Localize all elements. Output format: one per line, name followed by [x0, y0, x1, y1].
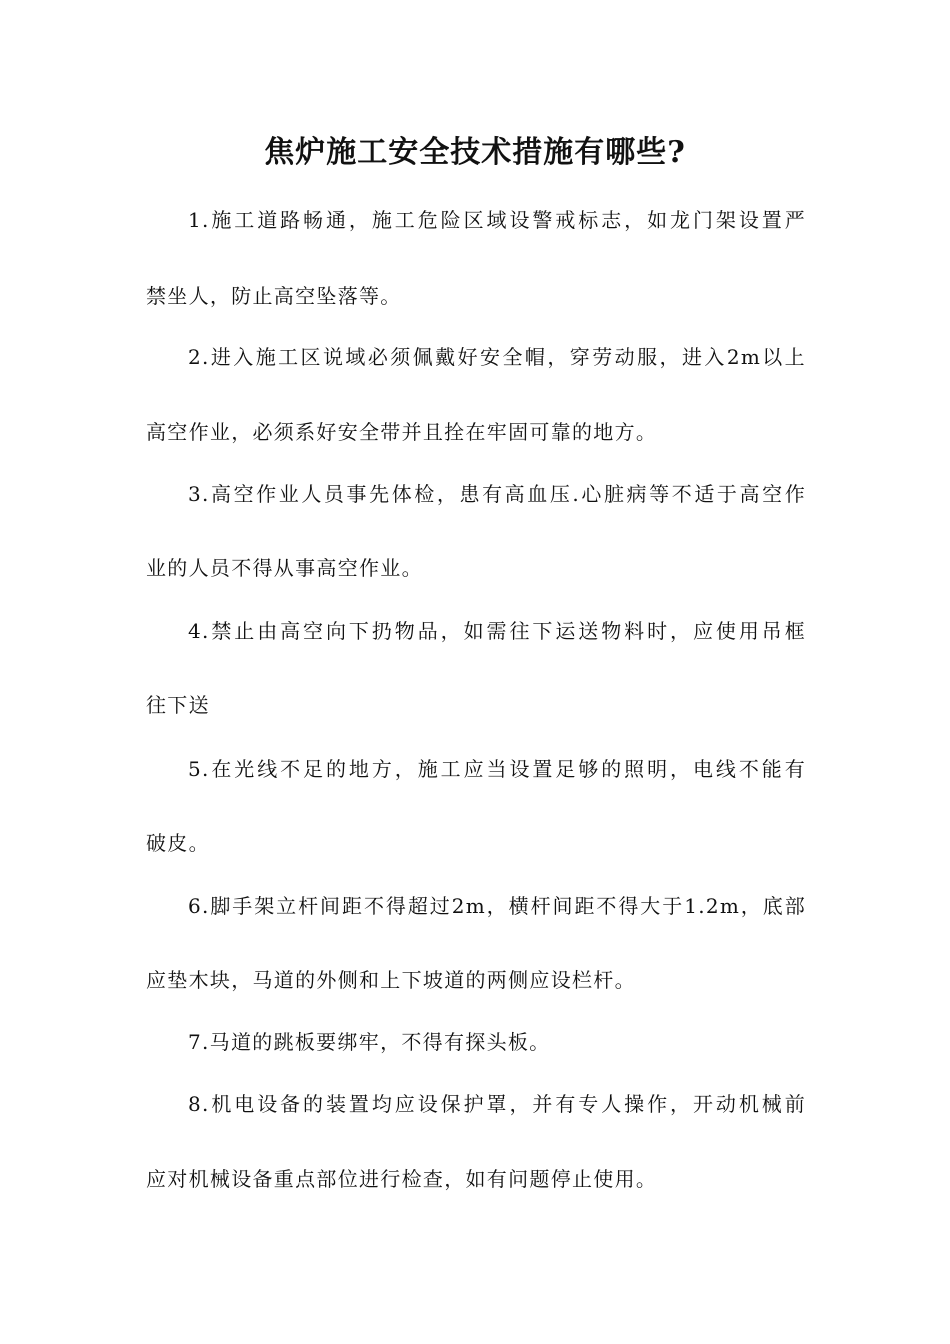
item-3-first-line: 3.高空作业人员事先体检，患有高血压.心脏病等不适于高空作 — [188, 482, 806, 506]
item-5-first-line: 5.在光线不足的地方，施工应当设置足够的照明，电线不能有 — [188, 757, 806, 781]
item-5-continuation: 破皮。 — [146, 831, 210, 855]
item-2-continuation: 高空作业，必须系好安全带并且拴在牢固可靠的地方。 — [146, 420, 658, 444]
item-3-continuation: 业的人员不得从事高空作业。 — [146, 556, 423, 580]
item-8-first-line: 8.机电设备的装置均应设保护罩，并有专人操作，开动机械前 — [188, 1092, 806, 1116]
item-4-first-line: 4.禁止由高空向下扔物品，如需往下运送物料时，应使用吊框 — [188, 619, 806, 643]
item-6-first-line: 6.脚手架立杆间距不得超过2m，横杆间距不得大于1.2m，底部 — [188, 894, 806, 918]
item-8-continuation: 应对机械设备重点部位进行检查，如有问题停止使用。 — [146, 1167, 658, 1191]
item-1-first-line: 1.施工道路畅通，施工危险区域设警戒标志，如龙门架设置严 — [188, 208, 806, 232]
item-7-line: 7.马道的跳板要绑牢，不得有探头板。 — [188, 1030, 551, 1054]
item-1-continuation: 禁坐人，防止高空坠落等。 — [146, 284, 402, 308]
item-6-continuation: 应垫木块，马道的外侧和上下坡道的两侧应设栏杆。 — [146, 968, 636, 992]
item-2-first-line: 2.进入施工区说域必须佩戴好安全帽，穿劳动服，进入2m以上 — [188, 345, 806, 369]
page-title: 焦炉施工安全技术措施有哪些? — [264, 135, 686, 170]
item-4-continuation: 往下送 — [146, 693, 210, 717]
